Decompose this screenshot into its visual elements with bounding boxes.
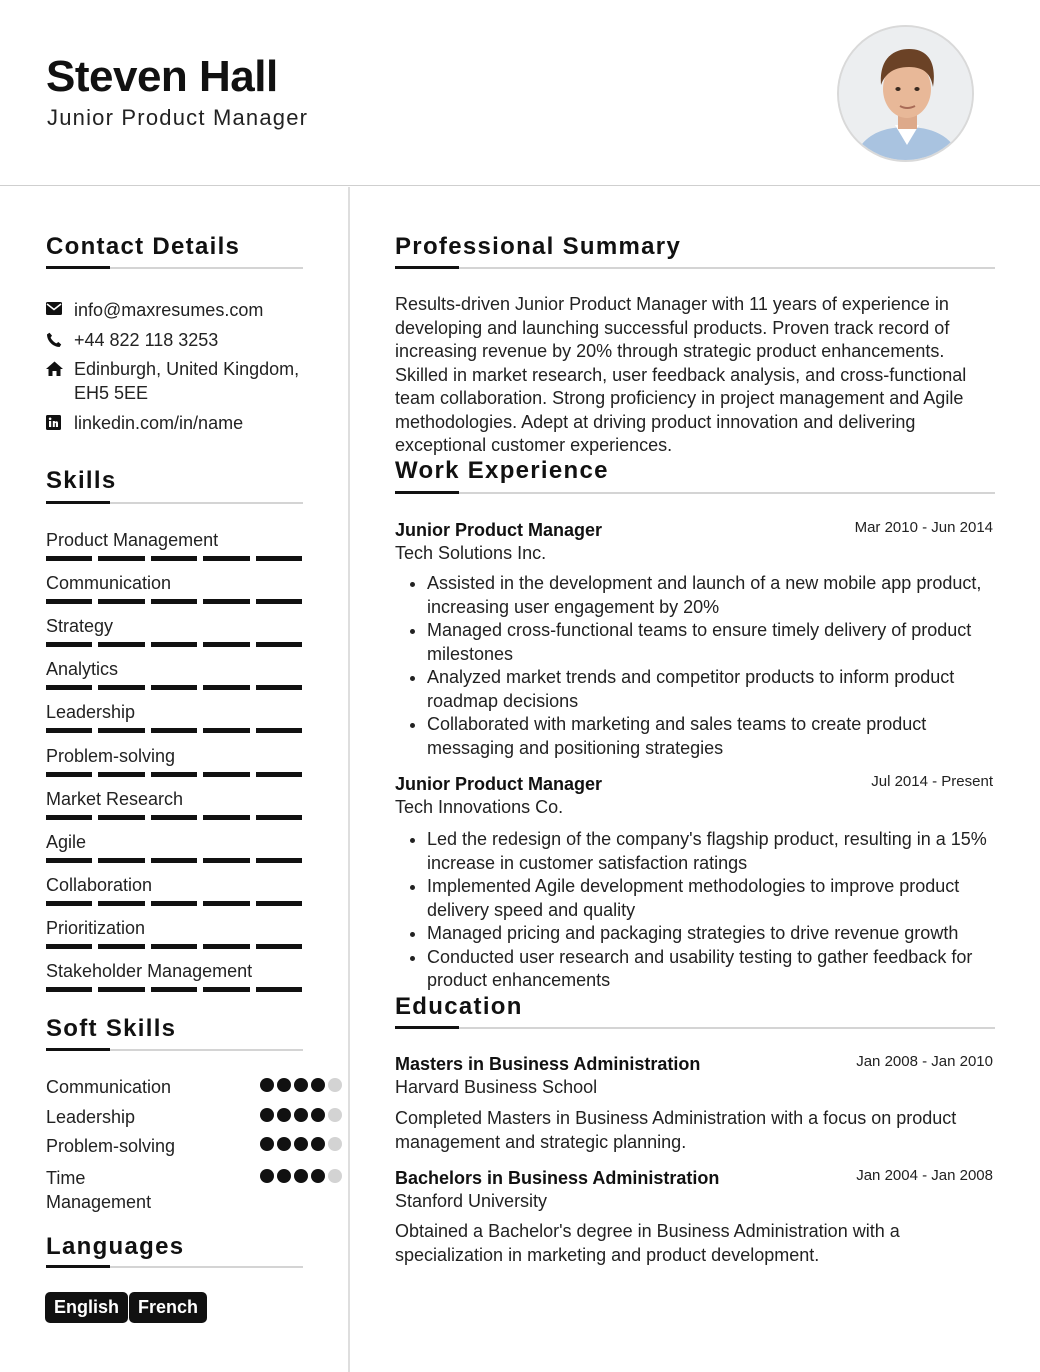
skill-level-segment [98, 815, 144, 820]
skill-level-segment [151, 987, 197, 992]
email-text: info@maxresumes.com [74, 300, 264, 320]
skill-label: Leadership [46, 702, 136, 723]
profile-photo [837, 25, 974, 162]
skill-level-segment [46, 858, 92, 863]
job-bullet: Conducted user research and usability testing to gather feedback for product enhancements [395, 946, 995, 993]
contact-linkedin[interactable] [46, 411, 304, 435]
summary-section-title: Professional Summary [395, 233, 682, 260]
education-section-divider [395, 1027, 995, 1029]
skill-level-segment [151, 772, 197, 777]
summary-text: Results-driven Junior Product Manager with 11 years of experience in developing and launching successful products. Proven track record of increasing revenue by 20% through strategic product enhancements. Skilled in market research, user feedback analysis, and cross-functional team collaboration. Strong proficiency in project management and Agile methodologies. Adept at driving product innovation and delivering exceptional customer experiences. [395, 294, 967, 455]
skill-level-segment [151, 599, 197, 604]
skill-label: Stakeholder Management [46, 961, 253, 981]
skill-level-segment [203, 642, 249, 647]
envelope-icon [46, 298, 74, 322]
skill-level-segment [46, 901, 92, 906]
rating-dot [260, 1078, 274, 1092]
contact-section-title: Contact Details [46, 233, 241, 260]
skill-level-segment [98, 944, 144, 949]
skill-level-bar [46, 685, 302, 690]
skill-level-segment [98, 642, 144, 647]
rating-dot [277, 1108, 291, 1122]
column-divider [348, 187, 350, 1372]
skill-label: Agile [46, 831, 87, 852]
skill-level-segment [256, 858, 302, 863]
job-bullet: Led the redesign of the company's flagship product, resulting in a 15% increase in customer satisfaction ratings [395, 828, 995, 875]
experience-section-title: Work Experience [395, 457, 609, 484]
skill-level-bar [46, 599, 302, 604]
skill-level-segment [256, 599, 302, 604]
company-name: Tech Innovations Co. [395, 797, 564, 817]
soft-skill-label: Leadership [46, 1107, 136, 1127]
skill-item [46, 572, 302, 594]
skill-level-segment [256, 556, 302, 561]
job-dates: Mar 2010 - Jun 2014 [854, 519, 993, 536]
summary-section-divider [395, 267, 995, 269]
contact-email[interactable] [46, 298, 304, 322]
rating-dot [277, 1137, 291, 1151]
soft-skill-rating [260, 1137, 342, 1151]
rating-dot [328, 1137, 342, 1151]
skill-level-segment [98, 685, 144, 690]
skill-level-segment [151, 642, 197, 647]
skill-level-segment [256, 772, 302, 777]
skill-level-segment [151, 901, 197, 906]
phone-icon [46, 328, 74, 352]
soft-skill-label: Communication [46, 1077, 172, 1097]
skill-level-segment [256, 685, 302, 690]
rating-dot [311, 1169, 325, 1183]
skill-item [46, 831, 302, 853]
job-bullet: Implemented Agile development methodologies to improve product delivery speed and quality [395, 875, 995, 922]
rating-dot [294, 1108, 308, 1122]
skill-level-segment [256, 944, 302, 949]
skill-level-segment [256, 815, 302, 820]
degree-description: Completed Masters in Business Administration with a focus on product management and strategic planning. [395, 1108, 957, 1152]
skill-level-segment [46, 685, 92, 690]
skill-level-segment [98, 772, 144, 777]
skill-label: Product Management [46, 530, 219, 550]
skill-level-segment [151, 685, 197, 690]
skill-level-segment [151, 944, 197, 949]
skill-level-segment [203, 599, 249, 604]
job-bullets [395, 828, 995, 993]
skill-level-segment [46, 728, 92, 733]
skill-level-bar [46, 772, 302, 777]
skill-level-segment [203, 858, 249, 863]
rating-dot [328, 1108, 342, 1122]
skill-level-segment [203, 728, 249, 733]
soft-skill-rating [260, 1078, 342, 1092]
skill-level-segment [46, 642, 92, 647]
skill-level-segment [203, 556, 249, 561]
soft-skill-rating [260, 1169, 342, 1183]
skill-level-segment [98, 858, 144, 863]
skill-level-bar [46, 815, 302, 820]
skill-label: Collaboration [46, 874, 153, 895]
contact-section-divider [46, 267, 303, 269]
profile-photo-illustration [839, 27, 974, 162]
skill-label: Market Research [46, 788, 184, 809]
school-name: Harvard Business School [395, 1077, 598, 1097]
rating-dot [311, 1137, 325, 1151]
phone-text: +44 822 118 3253 [74, 330, 219, 350]
skill-item [46, 701, 302, 723]
skill-item [46, 960, 302, 982]
skill-level-segment [46, 987, 92, 992]
skill-item [46, 917, 302, 939]
skill-level-segment [46, 944, 92, 949]
rating-dot [294, 1078, 308, 1092]
language-badge: English [45, 1292, 128, 1323]
rating-dot [311, 1078, 325, 1092]
skill-item [46, 615, 302, 637]
job-title: Junior Product Manager [395, 774, 603, 794]
job-bullet: Managed cross-functional teams to ensure timely delivery of product milestones [395, 619, 995, 666]
contact-phone[interactable] [46, 328, 304, 352]
soft-skills-section-divider [46, 1049, 303, 1051]
skill-level-segment [256, 901, 302, 906]
skill-level-bar [46, 858, 302, 863]
address-text: Edinburgh, United Kingdom, EH5 5EE [74, 359, 300, 403]
soft-skills-section-title: Soft Skills [46, 1015, 177, 1042]
skill-level-segment [46, 556, 92, 561]
degree-title: Bachelors in Business Administration [395, 1168, 720, 1188]
rating-dot [260, 1137, 274, 1151]
skill-item [46, 658, 302, 680]
skill-item [46, 874, 302, 896]
rating-dot [328, 1169, 342, 1183]
languages-section-title: Languages [46, 1233, 185, 1260]
skill-level-segment [46, 599, 92, 604]
job-bullet: Collaborated with marketing and sales teams to create product messaging and positioning strategies [395, 713, 995, 760]
skill-level-bar [46, 901, 302, 906]
skill-level-segment [203, 987, 249, 992]
skill-level-segment [256, 728, 302, 733]
rating-dot [294, 1137, 308, 1151]
company-name: Tech Solutions Inc. [395, 543, 547, 563]
skill-level-segment [98, 901, 144, 906]
soft-skill-label: Problem-solving [46, 1136, 176, 1156]
rating-dot [311, 1108, 325, 1122]
language-badge: French [129, 1292, 207, 1323]
skill-level-segment [151, 556, 197, 561]
skill-level-bar [46, 642, 302, 647]
skill-label: Prioritization [46, 917, 146, 938]
skill-level-segment [203, 815, 249, 820]
skill-level-segment [256, 642, 302, 647]
skill-level-bar [46, 944, 302, 949]
skill-item [46, 788, 302, 810]
degree-dates: Jan 2008 - Jan 2010 [856, 1053, 993, 1070]
job-dates: Jul 2014 - Present [871, 773, 993, 790]
skill-item [46, 745, 302, 767]
job-bullet: Assisted in the development and launch of a new mobile app product, increasing user engagement by 20% [395, 572, 995, 619]
skill-level-segment [98, 556, 144, 561]
skill-label: Problem-solving [46, 745, 176, 766]
soft-skill-rating [260, 1108, 342, 1122]
education-section-title: Education [395, 993, 523, 1020]
skill-level-bar [46, 556, 302, 561]
home-icon [46, 357, 74, 405]
degree-dates: Jan 2004 - Jan 2008 [856, 1167, 993, 1184]
skill-level-segment [151, 728, 197, 733]
job-bullet: Managed pricing and packaging strategies to drive revenue growth [395, 922, 995, 946]
experience-section-divider [395, 492, 995, 494]
skills-section-divider [46, 502, 303, 504]
soft-skill-label: Time Management [46, 1168, 152, 1212]
candidate-title: Junior Product Manager [47, 105, 309, 130]
skill-label: Analytics [46, 659, 119, 680]
contact-address [46, 357, 304, 405]
linkedin-icon [46, 411, 74, 435]
skill-level-segment [203, 685, 249, 690]
rating-dot [277, 1078, 291, 1092]
job-title: Junior Product Manager [395, 520, 603, 540]
rating-dot [328, 1078, 342, 1092]
rating-dot [260, 1108, 274, 1122]
rating-dot [294, 1169, 308, 1183]
rating-dot [260, 1169, 274, 1183]
skill-level-segment [98, 599, 144, 604]
skill-level-segment [203, 944, 249, 949]
languages-section-divider [46, 1266, 303, 1268]
resume-header [0, 0, 1040, 186]
skill-label: Communication [46, 573, 172, 594]
skills-section-title: Skills [46, 467, 117, 494]
rating-dot [277, 1169, 291, 1183]
job-bullets [395, 572, 995, 760]
skill-level-segment [46, 815, 92, 820]
degree-description: Obtained a Bachelor's degree in Business Administration with a specialization in marketing and product development. [395, 1221, 900, 1265]
skill-level-bar [46, 728, 302, 733]
skill-level-segment [256, 987, 302, 992]
candidate-name: Steven Hall [46, 52, 278, 101]
skill-level-segment [98, 987, 144, 992]
skill-label: Strategy [46, 616, 114, 637]
skill-level-segment [151, 858, 197, 863]
school-name: Stanford University [395, 1191, 548, 1211]
skill-level-bar [46, 987, 302, 992]
skill-level-segment [151, 815, 197, 820]
linkedin-text: linkedin.com/in/name [74, 413, 244, 433]
degree-title: Masters in Business Administration [395, 1054, 701, 1074]
skill-level-segment [46, 772, 92, 777]
job-bullet: Analyzed market trends and competitor products to inform product roadmap decisions [395, 666, 995, 713]
skill-level-segment [98, 728, 144, 733]
skill-level-segment [203, 772, 249, 777]
skill-item [46, 529, 302, 551]
skill-level-segment [203, 901, 249, 906]
